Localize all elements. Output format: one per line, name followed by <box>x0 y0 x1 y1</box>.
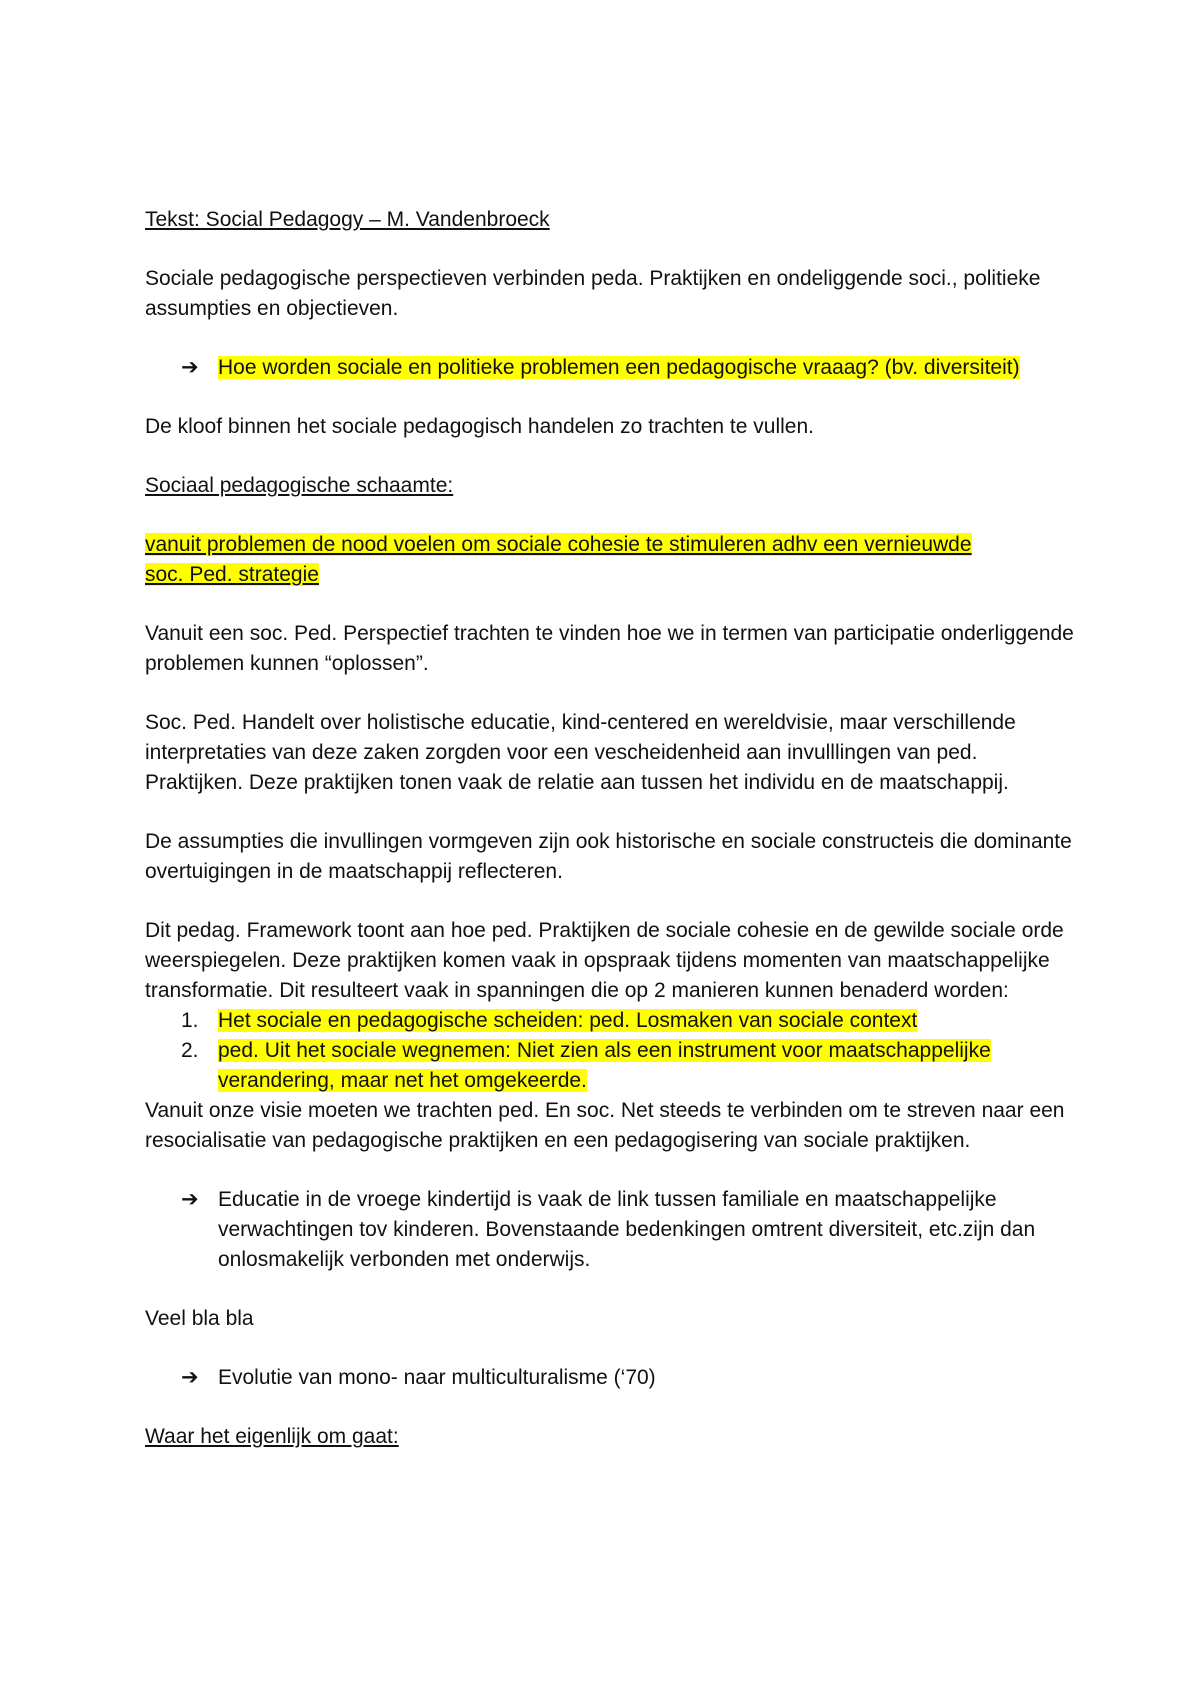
paragraph-framework: Dit pedag. Framework toont aan hoe ped. Praktijken de sociale cohesie en de gewilde sociale orde weerspiegelen. Deze praktijken komen vaak in opspraak tijdens momenten van maatschappelijke transformatie. Dit resulteert vaak in spanningen die op 2 manieren kunnen benaderd worden: <box>145 919 1064 1002</box>
highlighted-definition-line1: vanuit problemen de nood voelen om sociale cohesie te stimuleren adhv een vernieuwde <box>145 533 972 556</box>
paragraph-bla: Veel bla bla <box>145 1307 254 1330</box>
list-number: 2. <box>181 1039 199 1062</box>
list-number: 1. <box>181 1009 199 1032</box>
paragraph-perspectief: Vanuit een soc. Ped. Perspectief trachten te vinden hoe we in termen van participatie onderliggende problemen kunnen “oplossen”. <box>145 622 1074 675</box>
highlighted-definition-line2: soc. Ped. strategie <box>145 563 319 586</box>
paragraph-visie: Vanuit onze visie moeten we trachten ped. En soc. Net steeds te verbinden om te streven naar een resocialisatie van pedagogische praktijken en een pedagogisering van sociale praktijken. <box>145 1099 1065 1152</box>
paragraph-assumpties: De assumpties die invullingen vormgeven zijn ook historische en sociale constructeis die dominante overtuigingen in de maatschappij reflecteren. <box>145 830 1072 883</box>
heading-schaamte: Sociaal pedagogische schaamte: <box>145 474 454 497</box>
highlighted-question: Hoe worden sociale en politieke problemen een pedagogische vraaag? (bv. diversiteit) <box>218 356 1020 379</box>
arrow-point-educatie <box>145 1185 1075 1275</box>
list-text: Het sociale en pedagogische scheiden: ped. Losmaken van sociale context <box>218 1009 918 1032</box>
paragraph-holistisch: Soc. Ped. Handelt over holistische educatie, kind-centered en wereldvisie, maar verschillende interpretaties van deze zaken zorgden voor een vescheidenheid aan invulllingen van ped. Praktijken. Deze praktijken tonen vaak de relatie aan tussen het individu en de maatschappij. <box>145 711 1016 794</box>
paragraph-kloof: De kloof binnen het sociale pedagogisch handelen zo trachten te vullen. <box>145 415 814 438</box>
arrow-point-question <box>145 353 1075 383</box>
list-text: ped. Uit het sociale wegnemen: Niet zien als een instrument voor maatschappelijke verandering, maar net het omgekeerde. <box>218 1039 991 1092</box>
document-title: Tekst: Social Pedagogy – M. Vandenbroeck <box>145 208 550 231</box>
paragraph-intro: Sociale pedagogische perspectieven verbinden peda. Praktijken en ondeliggende soci., politieke assumpties en objectieven. <box>145 267 1041 320</box>
arrow-icon: ➔ <box>181 356 199 379</box>
arrow-evolutie-text: Evolutie van mono- naar multiculturalisme (‘70) <box>218 1366 656 1389</box>
arrow-point-evolutie <box>145 1363 1075 1393</box>
list-item <box>145 1036 1075 1096</box>
document-body <box>145 205 1075 1452</box>
list-item <box>145 1006 1075 1036</box>
highlighted-definition <box>145 530 1075 590</box>
arrow-icon: ➔ <box>181 1188 199 1211</box>
arrow-icon: ➔ <box>181 1366 199 1389</box>
arrow-educatie-text: Educatie in de vroege kindertijd is vaak de link tussen familiale en maatschappelijke verwachtingen tov kinderen. Bovenstaande bedenkingen omtrent diversiteit, etc.zijn dan onlosmakelijk verbonden met onderwijs. <box>218 1188 1036 1271</box>
heading-waar: Waar het eigenlijk om gaat: <box>145 1425 399 1448</box>
